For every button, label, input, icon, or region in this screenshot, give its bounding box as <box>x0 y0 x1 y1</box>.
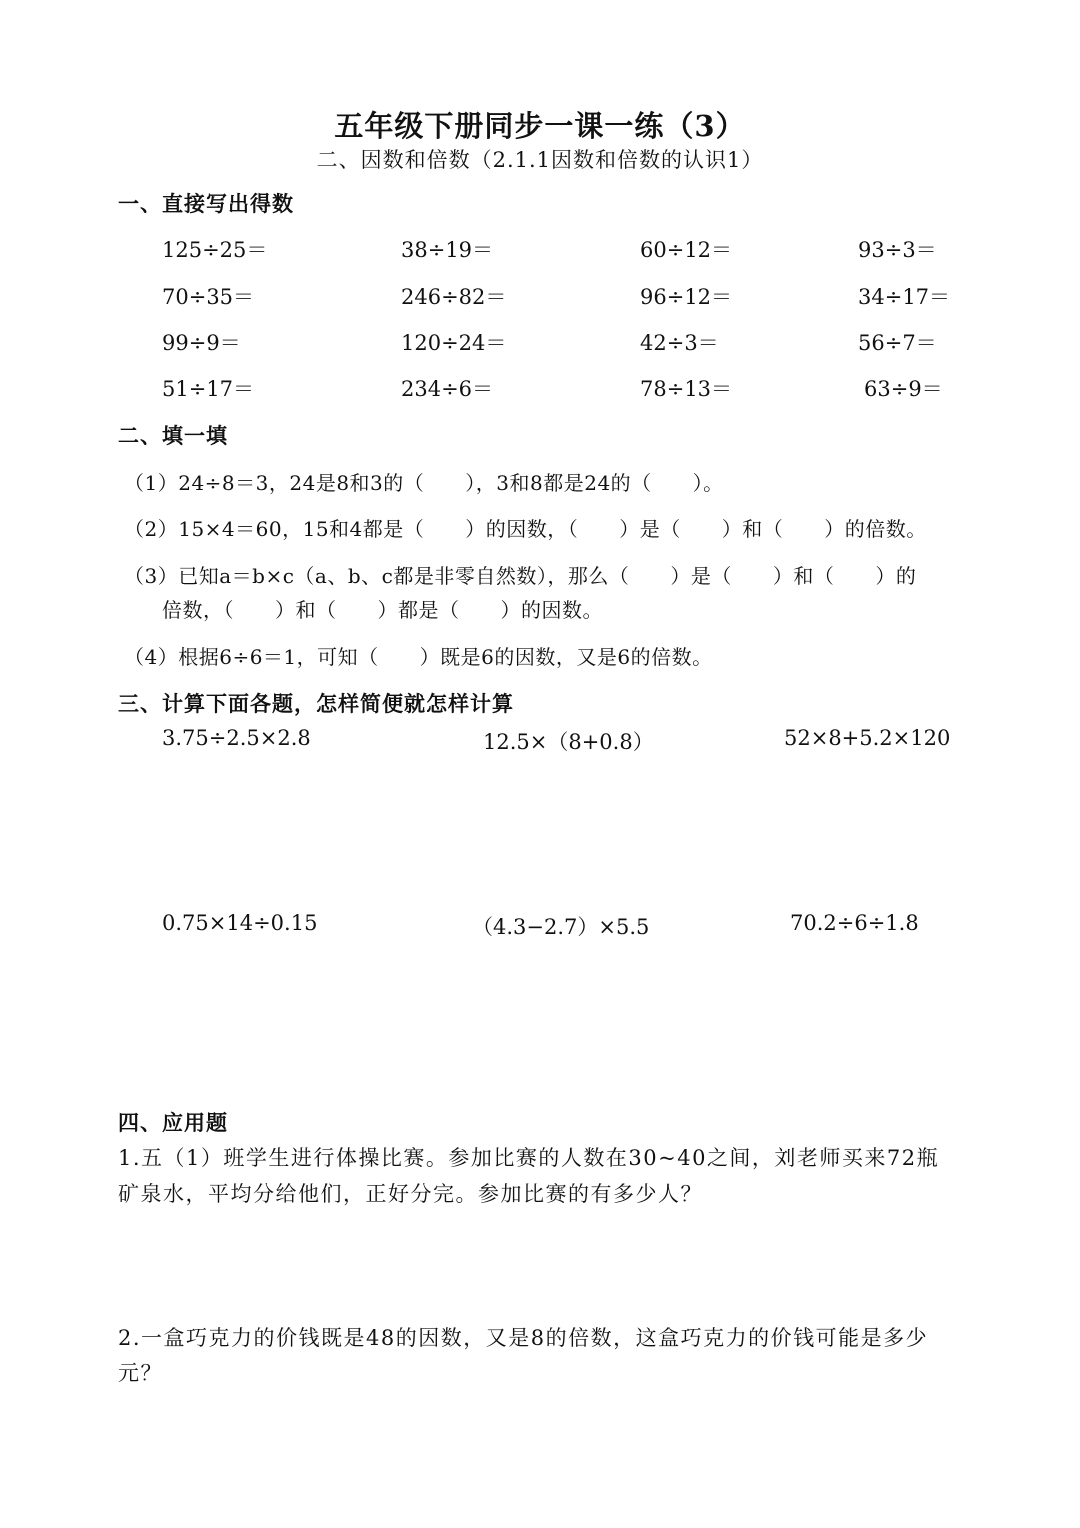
fill-blank-item-continued: 倍数，（ ）和（ ）都是（ ）的因数。 <box>162 598 603 622</box>
oral-calc-item: 70÷35＝ <box>162 285 255 309</box>
calc-problem: 12.5×（8+0.8） <box>483 730 654 754</box>
word-problem-2: 2.一盒巧克力的价钱既是48的因数，又是8的倍数，这盒巧克力的价钱可能是多少 <box>118 1326 929 1350</box>
oral-calc-item: 93÷3＝ <box>858 238 937 262</box>
oral-calc-item: 63÷9＝ <box>864 377 943 401</box>
word-problem-2-continued: 元？ <box>118 1361 163 1385</box>
section3-heading: 三、计算下面各题，怎样简便就怎样计算 <box>118 691 514 716</box>
page-title: 五年级下册同步一课一练（3） <box>334 109 746 143</box>
oral-calc-item: 99÷9＝ <box>162 331 241 355</box>
oral-calc-item: 125÷25＝ <box>162 238 268 262</box>
word-problem-1: 1.五（1）班学生进行体操比赛。参加比赛的人数在30~40之间，刘老师买来72瓶 <box>118 1146 940 1170</box>
oral-calc-item: 56÷7＝ <box>858 331 937 355</box>
oral-calc-item: 60÷12＝ <box>640 238 733 262</box>
calc-problem: 70.2÷6÷1.8 <box>790 911 919 935</box>
fill-blank-item: （2）15×4＝60，15和4都是（ ）的因数，（ ）是（ ）和（ ）的倍数。 <box>124 517 927 541</box>
page-subtitle: 二、因数和倍数（2.1.1因数和倍数的认识1） <box>316 148 764 172</box>
fill-blank-item: （3）已知a＝b×c（a、b、c都是非零自然数），那么（ ）是（ ）和（ ）的 <box>124 564 917 588</box>
oral-calc-item: 34÷17＝ <box>858 285 951 309</box>
oral-calc-item: 120÷24＝ <box>401 331 507 355</box>
oral-calc-item: 51÷17＝ <box>162 377 255 401</box>
section2-heading: 二、填一填 <box>118 423 228 448</box>
oral-calc-item: 246÷82＝ <box>401 285 507 309</box>
calc-problem: 0.75×14÷0.15 <box>162 911 318 935</box>
calc-problem: 52×8+5.2×120 <box>784 726 951 750</box>
calc-problem: （4.3−2.7）×5.5 <box>472 915 650 939</box>
fill-blank-item: （4）根据6÷6＝1，可知（ ）既是6的因数，又是6的倍数。 <box>124 645 713 669</box>
section1-heading: 一、直接写出得数 <box>118 191 294 216</box>
word-problem-1-continued: 矿泉水，平均分给他们，正好分完。参加比赛的有多少人？ <box>118 1182 703 1206</box>
oral-calc-item: 42÷3＝ <box>640 331 719 355</box>
oral-calc-item: 38÷19＝ <box>401 238 494 262</box>
section4-heading: 四、应用题 <box>118 1110 228 1135</box>
oral-calc-item: 96÷12＝ <box>640 285 733 309</box>
oral-calc-item: 234÷6＝ <box>401 377 494 401</box>
fill-blank-item: （1）24÷8＝3，24是8和3的（ ），3和8都是24的（ ）。 <box>124 471 724 495</box>
oral-calc-item: 78÷13＝ <box>640 377 733 401</box>
calc-problem: 3.75÷2.5×2.8 <box>162 726 311 750</box>
